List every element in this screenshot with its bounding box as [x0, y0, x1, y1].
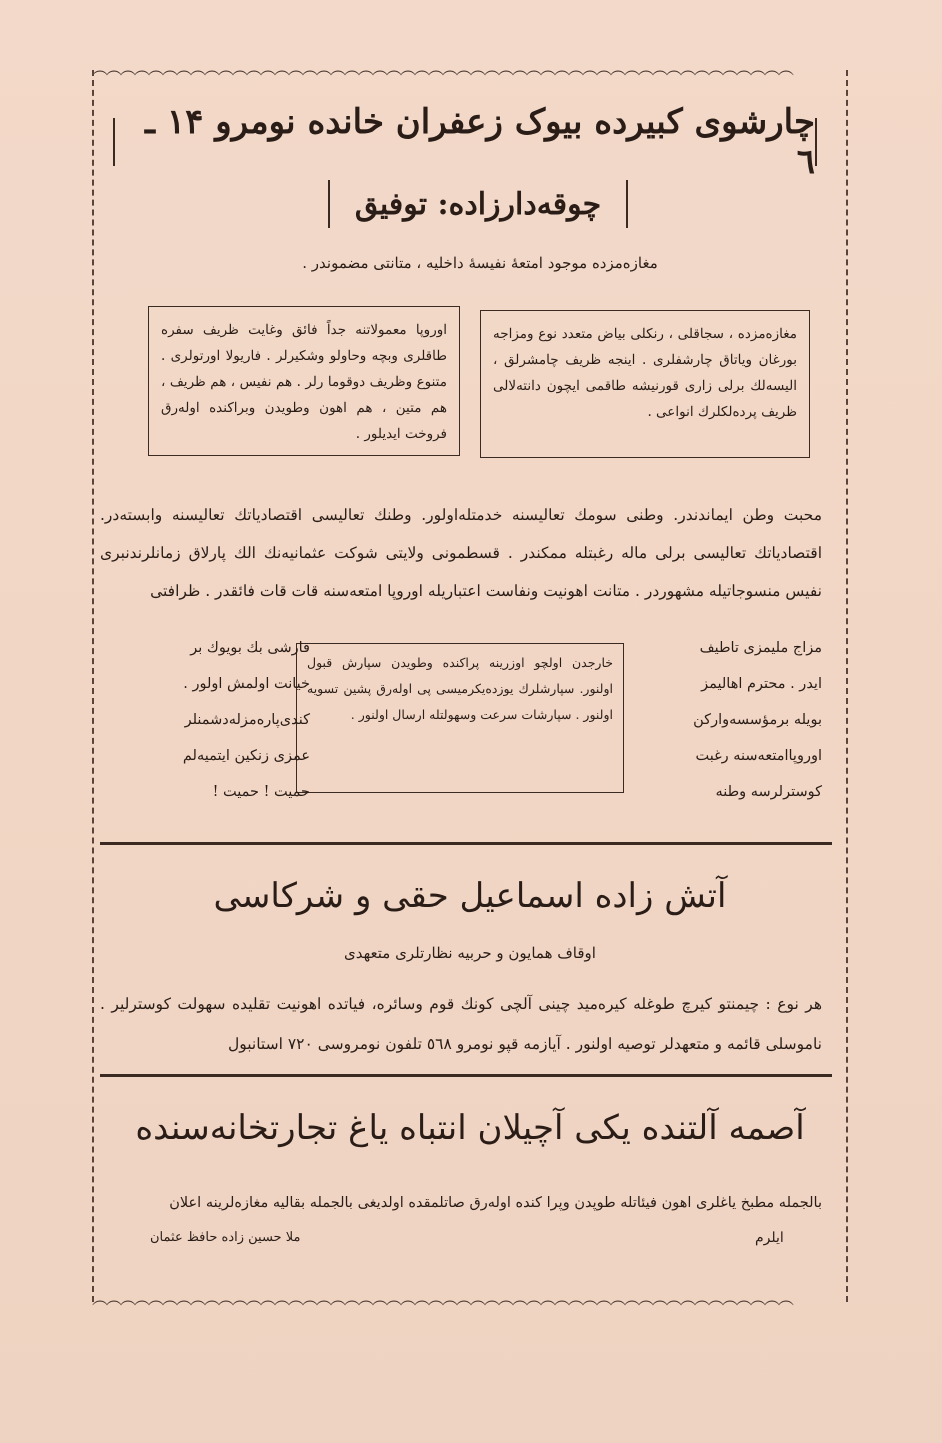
column-left: [120, 630, 310, 810]
order-box: خارجدن اولچو اوزرینه پراکنده وطویدن سپارش قبول اولنور. سپارشلرك یوزده‌یکرمیسی پی اوله‌رق پشین تسویه اولنور . سپارشات سرعت وسهولتله ارسال اولنور .: [296, 643, 624, 793]
ad3-text: بالجمله مطبخ یاغلری اهون فیئاتله طوپدن وپرا کنده اوله‌رق صاتلمقده اولدیغی بالجمله بقالیه مغازه‌لرینه اعلان: [169, 1195, 822, 1211]
column-right-line: مزاج ملیمزی تاطیف: [699, 640, 822, 656]
header-title: چارشوی کبیرده بیوک زعفران خانده نومرو ۱۴ ـ ٦: [113, 118, 817, 166]
column-right-line: ایدر . محترم اهالیمز: [701, 676, 822, 692]
header-subtitle: چوقه‌دارزاده: توفیق: [328, 180, 628, 228]
column-left-line: عمزی زنکین ایتمیه‌لم: [182, 748, 310, 764]
column-left-line: کندی‌پاره‌مزله‌دشمنلر: [184, 712, 310, 728]
column-left-line: خیانت اولمش اولور .: [183, 676, 310, 692]
bottom-border: ︵︵︵︵︵︵︵︵︵︵︵︵︵︵︵︵︵︵︵︵︵︵︵︵︵︵︵︵︵︵︵︵︵︵︵︵︵︵︵︵︵︵︵︵︵︵︵︵︵︵: [92, 1292, 793, 1306]
ad3-closing-word: ایلرم: [755, 1230, 784, 1246]
column-right: [650, 630, 822, 810]
header-tagline: مغازه‌مزده موجود امتعهٔ نفیسهٔ داخلیه ، متانتی مضموندر .: [302, 254, 658, 272]
ad2-subtitle: اوقاف همایون و حربیه نظارتلری متعهدی: [344, 944, 596, 962]
textile-box-right: مغازه‌مزده ، سجاقلی ، رنکلی بیاض متعدد نوع ومزاجه بورغان ویاتاق چارشفلری . اینجه ظریف چامشرلق ، الیسه‌لك برلی زاری قورنیشه طاقمی ایچون دانته‌لالی ظریف پرده‌لکلرك انواعی .: [480, 310, 810, 458]
column-right-line: بویله برمؤسسه‌وارکن: [693, 712, 822, 728]
ad2-text: هر نوع : چیمنتو کیرچ طوغله کیره‌مید چینی آلچی کونك قوم وسائره، فیاتده اهونیت تقلیده سهولت کوسترلیر . ناموسلی قائمه و متعهدلر توصیه اولنور . آیازمه قپو نومرو ٥٦٨ تلفون نومروسی ٧٢٠ استانبول: [100, 995, 822, 1053]
ad2-title: آتش زاده اسماعیل حقی و شرکاسی: [213, 876, 727, 916]
ad3-title: آصمه آلتنده یکی آچیلان انتباه یاغ تجارتخانه‌سنده: [135, 1108, 805, 1148]
ad3-signature: ملا حسین زاده حافظ عثمان: [150, 1230, 301, 1245]
section-divider: [100, 1074, 832, 1077]
section-divider: [100, 842, 832, 845]
patriotic-paragraph: محبت وطن ایماندندر. وطنی سومك تعالیسنه خدمتله‌اولور. وطنك تعالیسی اقتصادیاتك تعالیسنه وابسته‌در. اقتصادیاتك تعالیسی برلی ماله رغبتله ممکندر . قسطمونی ولایتی شوکت عثمانیه‌نك الك پارلاق زمانلرندنبری نفیس منسوجاتیله مشهوردر . متانت اهونیت ونفاست اعتباریله اوروپا امتعه‌سنه قات قات فائقدر . ظرافتی: [100, 506, 822, 600]
column-left-line: حمیت ! حمیت !: [212, 784, 310, 800]
column-left-line: قارشی بك بویوك بر: [190, 640, 310, 656]
top-border: ︵︵︵︵︵︵︵︵︵︵︵︵︵︵︵︵︵︵︵︵︵︵︵︵︵︵︵︵︵︵︵︵︵︵︵︵︵︵︵︵︵︵︵︵︵︵︵︵︵︵: [92, 62, 793, 76]
column-right-line: کوسترلرسه وطنه: [715, 784, 822, 800]
column-right-line: اوروپاامتعه‌سنه رغبت: [695, 748, 822, 764]
textile-box-left: اوروپا معمولاتنه جداً فائق وغایت ظریف سفره طاقلری وبچه وحاولو وشکیرلر . فاریولا اورتولری . متنوع وظریف دوقوما رلر . هم نفیس ، هم ظریف ، هم متین ، هم اهون وطویدن وبراکنده اوله‌رق فروخت ایدیلور .: [148, 306, 460, 456]
